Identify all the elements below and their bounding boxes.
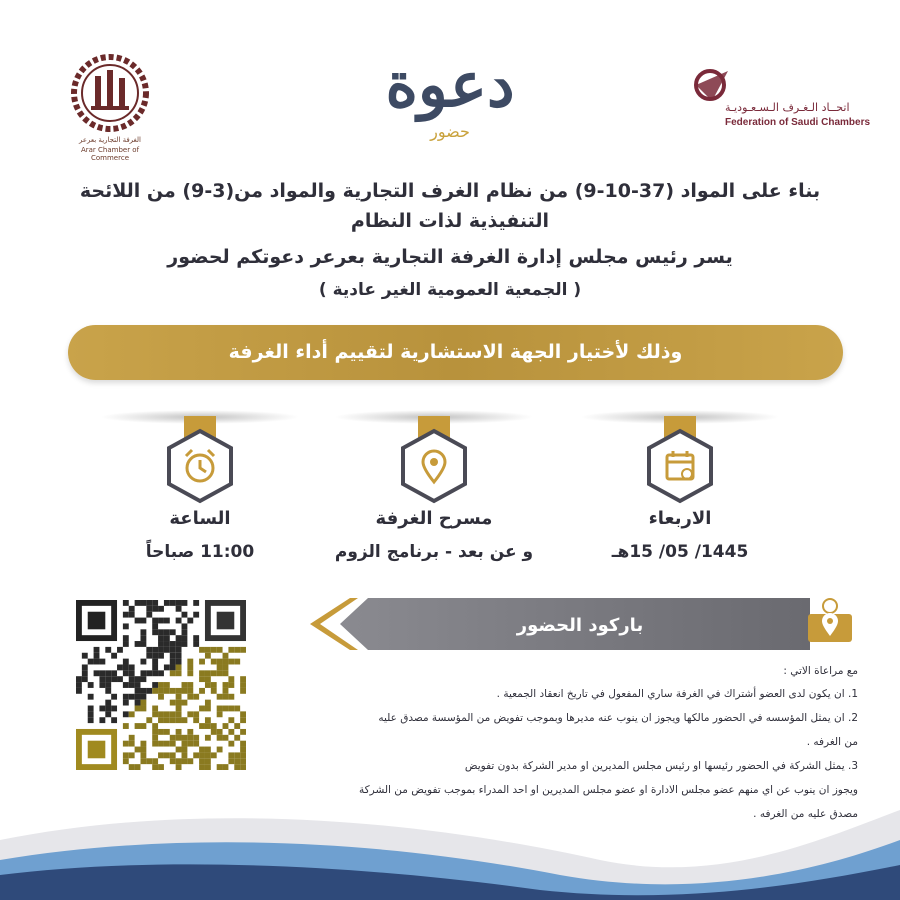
note-2: 2. ان يمثل المؤسسه في الحضور مالكها ويجوز ان ينوب عنه مديرها وبموجب تفويض من المؤسسة مصدق عليه <box>378 712 858 724</box>
left-logo-english: Arar Chamber of Commerce <box>80 146 140 162</box>
alarm-clock-icon <box>162 428 238 504</box>
calendar-icon <box>642 428 718 504</box>
intro-line-1: بناء على المواد (37-10-9) من نظام الغرف التجارية والمواد من(3-9) من اللائحة <box>79 180 821 202</box>
time-label: الساعة <box>169 508 231 529</box>
note-3: 3. يمثل الشركة في الحضور رئيسها او رئيس مجلس المديرين او مدير الشركة بدون تفويض <box>464 760 858 772</box>
decorative-waves <box>0 780 900 900</box>
title-main: دعوة <box>385 48 515 121</box>
left-logo-arabic: الغرفة التجارية بعرعر <box>78 136 141 144</box>
intro-line-4: ( الجمعية العمومية الغير عادية ) <box>318 280 582 300</box>
info-date <box>560 410 800 590</box>
location-pin-icon <box>396 428 472 504</box>
note-2-continued: من الغرفه . <box>806 736 858 748</box>
date-value: 1445/ 05/ 15هـ <box>611 542 749 562</box>
barcode-label: باركود الحضور <box>516 615 644 636</box>
note-3-continued: ويجوز ان ينوب عن اي منهم عضو مجلس الادارة او عضو مجلس المديرين او احد المدراء بموجب تفويض من الشركة <box>359 784 858 796</box>
info-place <box>314 410 554 590</box>
intro-line-2: التنفيذية لذات النظام <box>350 210 550 232</box>
barcode-label-bar <box>310 598 810 650</box>
info-time <box>80 410 320 590</box>
invitation-title <box>330 40 570 170</box>
notes-heading: مع مراعاة الاتي : <box>783 665 858 677</box>
federation-arabic: اتحــاد الـغـرف الـسـعـوديـة <box>725 101 850 114</box>
arar-chamber-logo <box>65 48 155 162</box>
title-sub: حضور <box>430 122 470 141</box>
arar-chamber-emblem-icon <box>65 48 155 138</box>
federation-english: Federation of Saudi Chambers <box>725 117 871 128</box>
qr-code[interactable] <box>76 600 246 770</box>
intro-line-3: يسر رئيس مجلس إدارة الغرفة التجارية بعرعر دعوتكم لحضور <box>167 246 733 268</box>
note-3-end: مصدق عليه من الغرفه . <box>753 808 858 820</box>
place-value: و عن بعد - برنامج الزوم <box>334 542 534 562</box>
federation-logo <box>685 65 871 135</box>
federation-emblem-icon <box>690 65 730 105</box>
time-value: 11:00 صباحاً <box>145 542 255 562</box>
purpose-banner: وذلك لأختيار الجهة الاستشارية لتقييم أداء الغرفة <box>68 325 843 380</box>
person-location-icon <box>806 596 854 644</box>
date-label: الاربعاء <box>648 508 712 529</box>
place-label: مسرح الغرفة <box>375 508 493 529</box>
note-1: 1. ان يكون لدى العضو أشتراك في الغرفة ساري المفعول في تاريخ انعقاد الجمعية . <box>496 688 858 700</box>
